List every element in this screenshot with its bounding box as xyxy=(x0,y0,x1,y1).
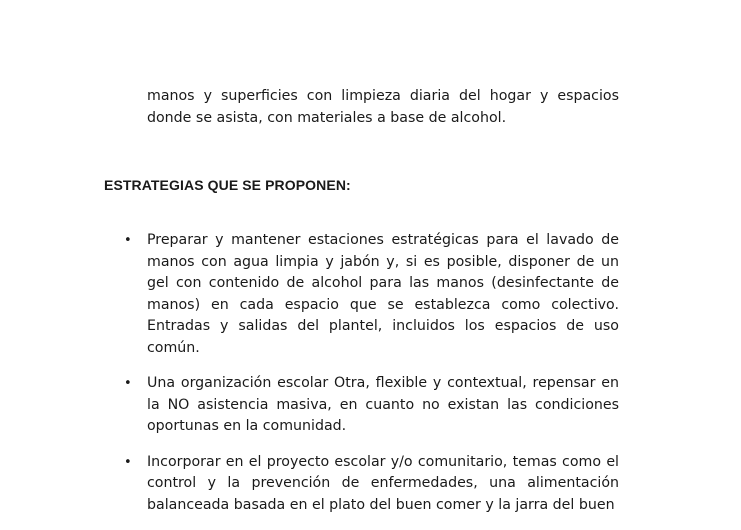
bullet-icon: • xyxy=(124,233,132,248)
strategy-list xyxy=(124,230,619,530)
list-item-text: Una organización escolar Otra, flexible y contextual, repensar en la NO asistencia masiva, en cuanto no existan las condiciones oportunas en la comunidad. xyxy=(147,375,619,434)
bullet-icon: • xyxy=(124,454,132,470)
section-heading: ESTRATEGIAS QUE SE PROPONEN: xyxy=(104,177,351,193)
list-item xyxy=(124,452,619,517)
continuation-paragraph: manos y superficies con limpieza diaria del hogar y espacios donde se asista, con materiales a base de alcohol. xyxy=(147,88,619,126)
list-item xyxy=(124,373,619,438)
bullet-icon: • xyxy=(124,376,132,391)
list-item xyxy=(124,230,619,359)
list-item-text: Preparar y mantener estaciones estratégicas para el lavado de manos con agua limpia y jabón y, si es posible, disponer de un gel con contenido de alcohol para las manos (desinfectante de manos) en cada espacio que se establezca como colectivo. Entradas y salidas del plantel, incluidos los espacios de uso común. xyxy=(147,232,619,356)
list-item-text: Incorporar en el proyecto escolar y/o comunitario, temas como el control y la prevención de enfermedades, una alimentación balanceada basada en el plato del buen comer y la jarra del buen xyxy=(147,453,619,513)
